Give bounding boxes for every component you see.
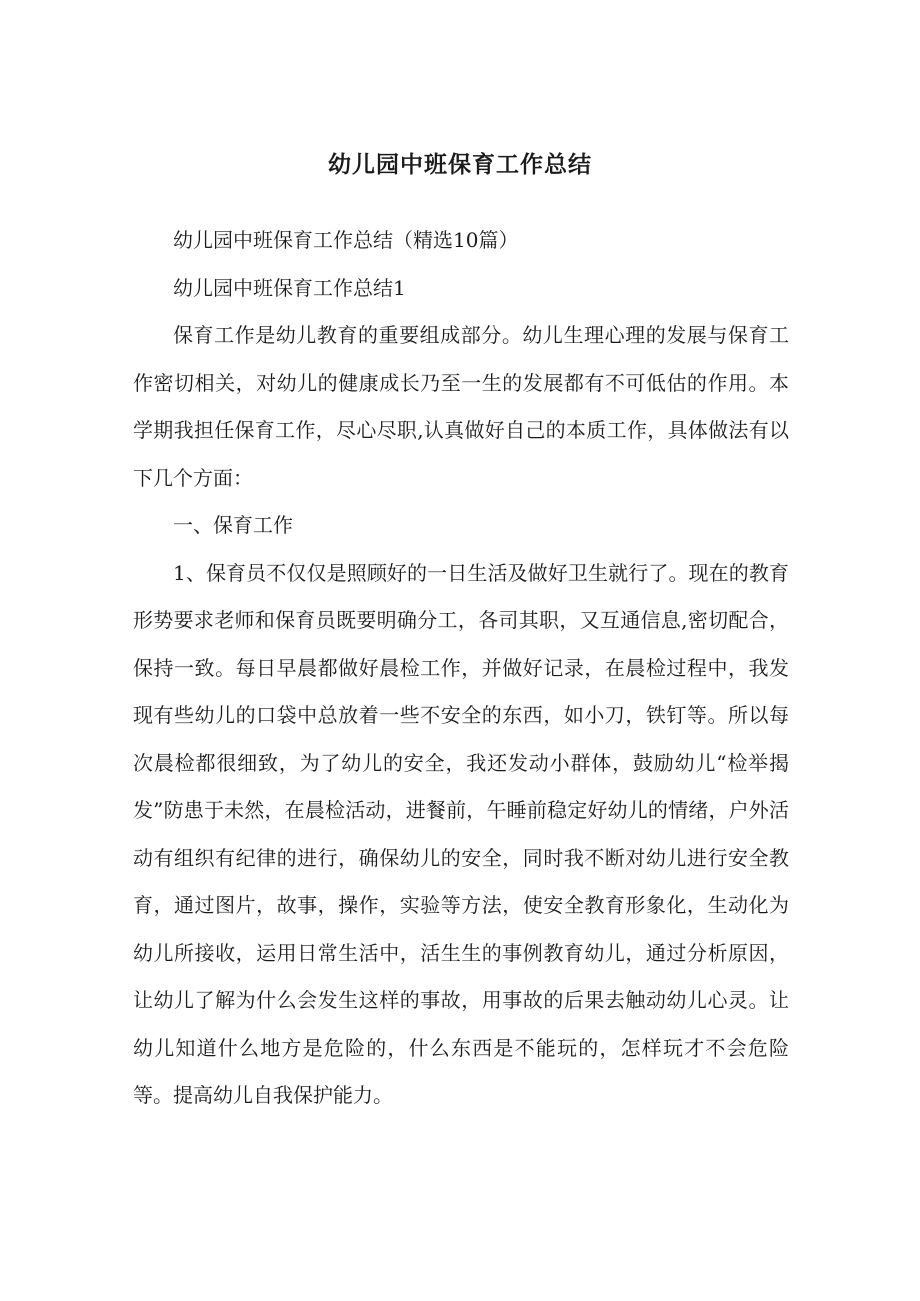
collection-heading: 幼儿园中班保育工作总结（精选10篇） (173, 228, 519, 252)
intro-paragraph: 保育工作是幼儿教育的重要组成部分。幼儿生理心理的发展与保育工作密切相关，对幼儿的健康成长乃至一生的发展都有不可低估的作用。本学期我担任保育工作，尽心尽职,认真做好自己的本质工作，具体做法有以下几个方面： (133, 323, 789, 490)
document-body (133, 217, 789, 1120)
body-paragraph: 1、保育员不仅仅是照顾好的一日生活及做好卫生就行了。现在的教育形势要求老师和保育员既要明确分工，各司其职，又互通信息,密切配合，保持一致。每日早晨都做好晨检工作，并做好记录，在晨检过程中，我发现有些幼儿的口袋中总放着一些不安全的东西，如小刀，铁钉等。所以每次晨检都很细致，为了幼儿的安全，我还发动小群体，鼓励幼儿“检举揭发”防患于未然，在晨检活动，进餐前，午睡前稳定好幼儿的情绪，户外活动有组织有纪律的进行，确保幼儿的安全，同时我不断对幼儿进行安全教育，通过图片，故事，操作，实验等方法，使安全教育形象化，生动化为幼儿所接收，运用日常生活中，活生生的事例教育幼儿，通过分析原因，让幼儿了解为什么会发生这样的事故，用事故的后果去触动幼儿心灵。让幼儿知道什么地方是危险的，什么东西是不能玩的，怎样玩才不会危险等。提高幼儿自我保护能力。 (133, 560, 789, 1107)
section-heading: 一、保育工作 (173, 513, 293, 537)
document-title: 幼儿园中班保育工作总结 (328, 152, 592, 178)
article-heading: 幼儿园中班保育工作总结1 (173, 275, 406, 300)
